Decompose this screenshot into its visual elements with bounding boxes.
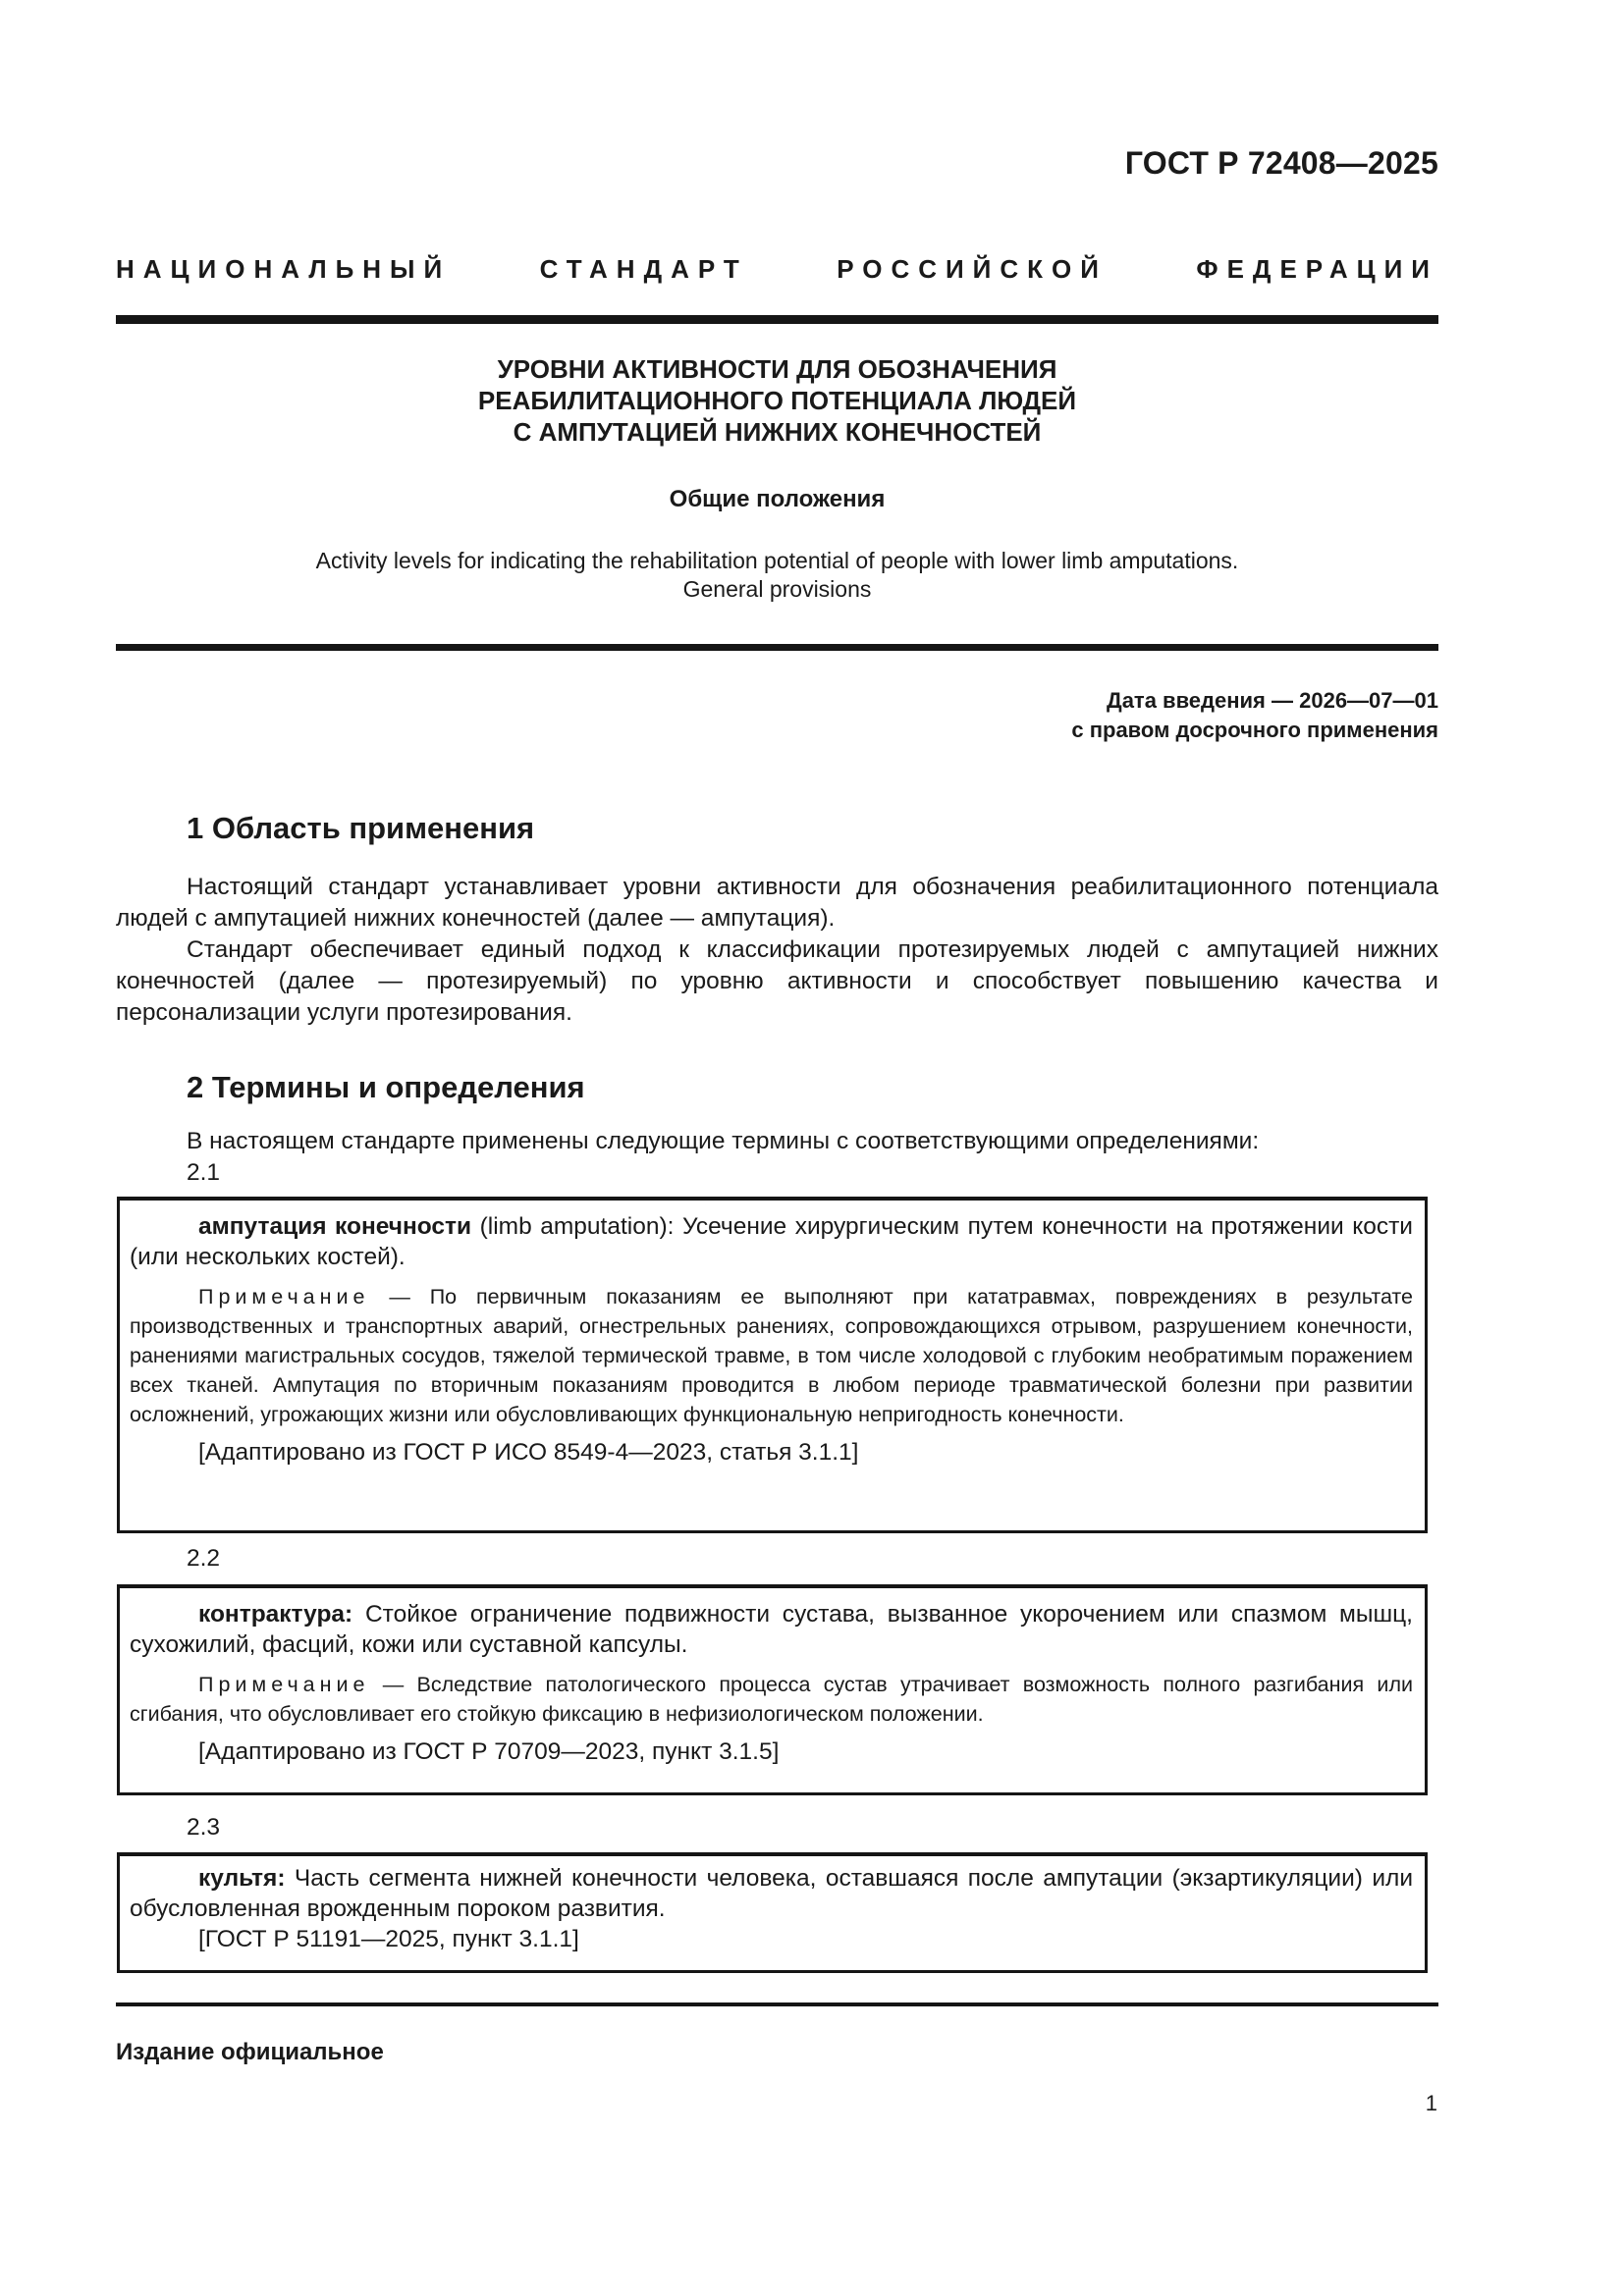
document-title [116,353,1438,448]
introduction-date [1071,686,1438,745]
english-title-line: Activity levels for indicating the rehabilitation potential of people with lower limb amputations. [315,548,1239,573]
term-definition-text: (limb amputation): Усечение хирургическим путем конечности на протяжении кости (или нескольких костей). [130,1213,1413,1270]
term-source: [ГОСТ Р 51191—2025, пункт 3.1.1] [198,1926,579,1952]
section-heading-scope: 1 Область применения [187,811,535,845]
note-text: — По первичным показаниям ее выполняют при кататравмах, повреждениях в результате производственных и транспортных аварий, огнестрельных ранениях, сопровождающихся отрывом, разрушением конечности, ранениями магистральных сосудов, тяжелой термической травме, в том числе холодовой с глубоким необратимым поражением всех тканей. Ампутация по вторичным показаниям проводится в любом периоде травматической болезни при развитии осложнений, угрожающих жизни или обусловливающих функциональную непригодность конечности. [130,1285,1413,1426]
section-terms-intro [116,1126,1438,1189]
title-line: РЕАБИЛИТАЦИОННОГО ПОТЕНЦИАЛА ЛЮДЕЙ [477,386,1077,415]
note-text: — Вследствие патологического процесса сустав утрачивает возможность полного разгибания или сгибания, что обусловливает его стойкую фиксацию в нефизиологическом положении. [130,1673,1413,1726]
section-scope-body [116,872,1438,1029]
term-number: 2.1 [187,1159,221,1186]
paragraph: Настоящий стандарт устанавливает уровни активности для обозначения реабилитационного потенциала людей с ампутацией нижних конечностей (далее — ампутация). [116,874,1438,932]
term-source: [Адаптировано из ГОСТ Р ИСО 8549-4—2023, статья 3.1.1] [198,1439,859,1466]
header-divider [116,315,1438,324]
national-standard-banner: НАЦИОНАЛЬНЫЙ СТАНДАРТ РОССИЙСКОЙ ФЕДЕРАЦИИ [116,254,1438,284]
section-heading-terms: 2 Термины и определения [187,1070,585,1104]
paragraph: В настоящем стандарте применены следующие термины с соответствующими определениями: [187,1128,1260,1154]
english-title [116,547,1438,604]
paragraph: Стандарт обеспечивает единый подход к классификации протезируемых людей с ампутацией нижних конечностей (далее — протезируемый) по уровню активности и способствует повышению качества и персонализации услуги протезирования. [116,936,1438,1026]
term-definition [130,1599,1413,1660]
page-number: 1 [1425,2091,1437,2115]
term-definition [130,1211,1413,1272]
term-box-contracture [117,1584,1428,1795]
term-source: [Адаптировано из ГОСТ Р 70709—2023, пункт 3.1.5] [198,1738,780,1765]
title-line: С АМПУТАЦИЕЙ НИЖНИХ КОНЕЧНОСТЕЙ [513,417,1042,447]
term-name: ампутация конечности [198,1213,472,1240]
term-number: 2.3 [187,1814,221,1841]
term-name: культя: [198,1865,286,1892]
note-label: Примечание [198,1673,370,1696]
document-subtitle: Общие положения [669,486,886,512]
introduction-date-line: Дата введения — 2026—07—01 [1107,688,1438,713]
note-label: Примечание [198,1285,370,1308]
english-title-line: General provisions [682,576,872,602]
term-box-limb-amputation [117,1197,1428,1533]
title-divider [116,644,1438,651]
term-name: контрактура: [198,1601,353,1628]
term-number: 2.2 [187,1545,221,1572]
term-definition-text: Часть сегмента нижней конечности человека, оставшаяся после ампутации (экзартикуляции) или обусловленная врожденным пороком развития. [130,1865,1413,1922]
footer-divider [116,2002,1438,2006]
official-edition-label: Издание официальное [116,2039,384,2065]
early-application-note: с правом досрочного применения [1071,718,1438,742]
title-line: УРОВНИ АКТИВНОСТИ ДЛЯ ОБОЗНАЧЕНИЯ [497,354,1057,384]
term-note [130,1282,1413,1429]
term-definition [130,1863,1413,1924]
document-code: ГОСТ Р 72408—2025 [1124,145,1438,181]
term-definition-text: Стойкое ограничение подвижности сустава, вызванное укорочением или спазмом мышц, сухожилий, фасций, кожи или суставной капсулы. [130,1601,1413,1658]
term-note [130,1670,1413,1729]
term-box-stump [117,1852,1428,1973]
